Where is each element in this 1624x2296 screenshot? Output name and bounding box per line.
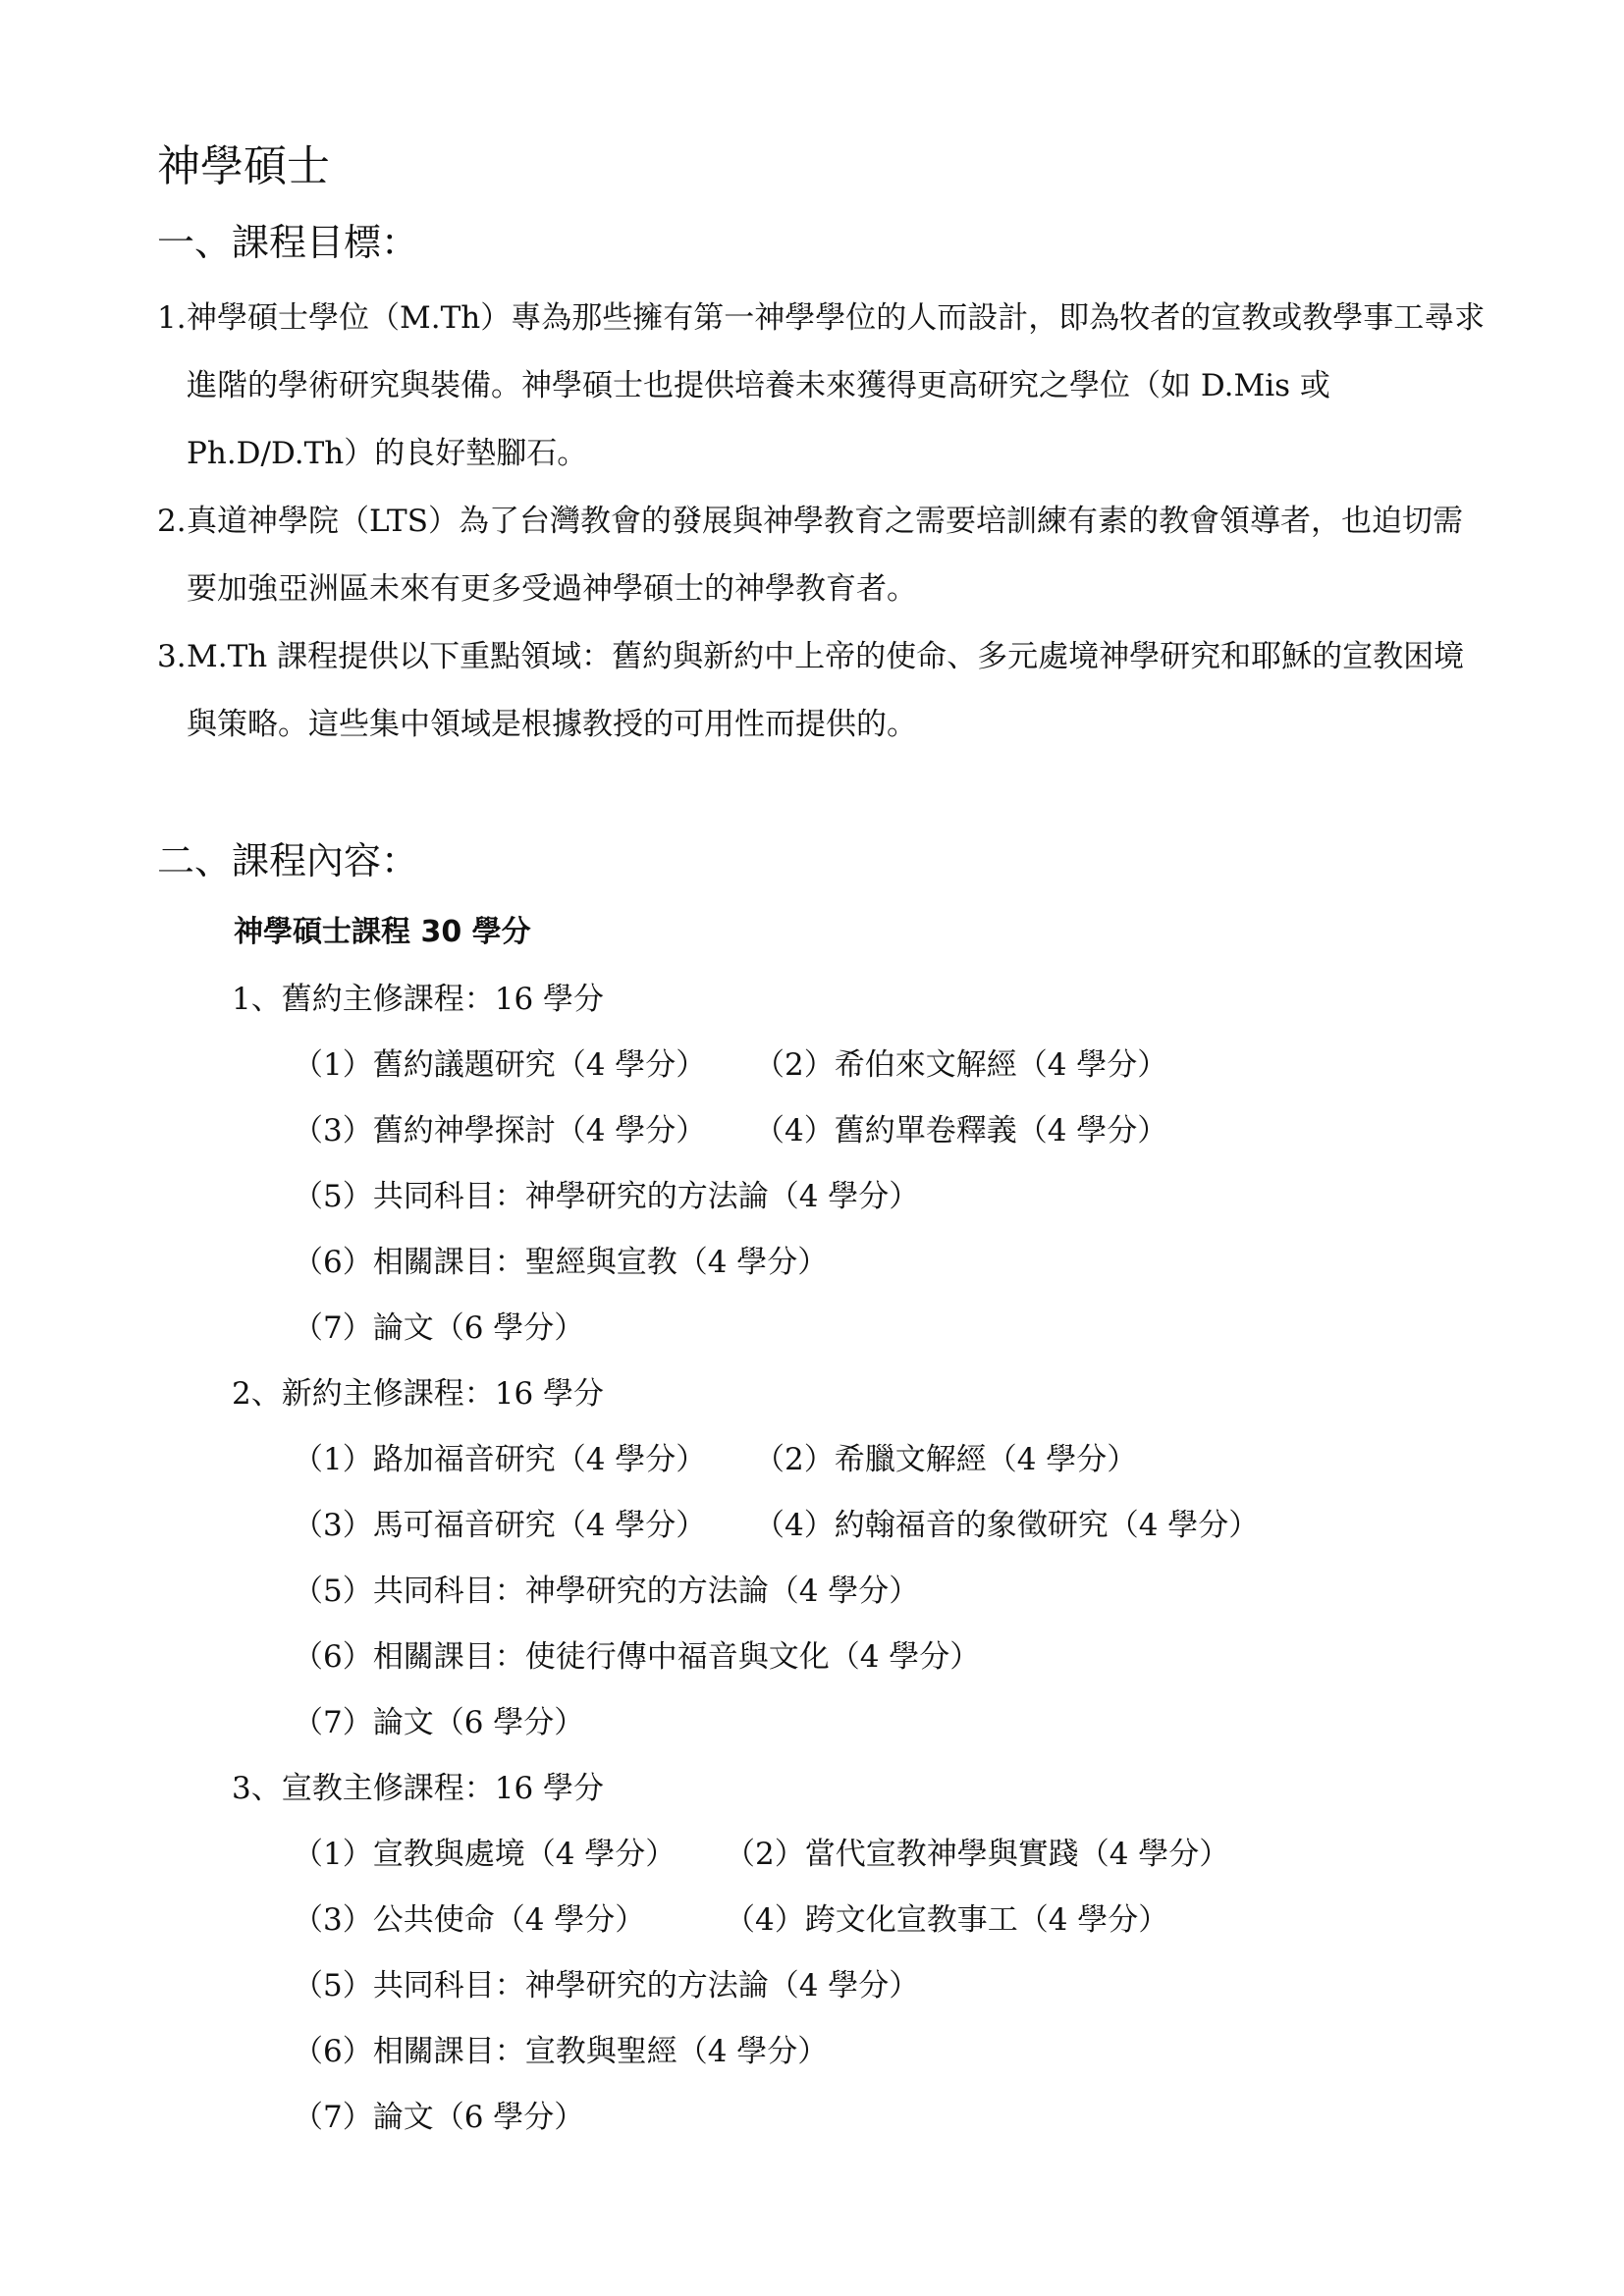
course-item: （2）當代宣教神學與實踐（4 學分）	[725, 1837, 1230, 1872]
goal-text: 神學碩士學位（M.Th）專為那些擁有第一神學學位的人而設計，即為牧者的宣教或教學事工尋求進階的學術研究與裝備。神學碩士也提供培養未來獲得更高研究之學位（如 D.Mis 或 Ph.D/D.Th）的良好墊腳石。	[187, 300, 1486, 471]
goal-number: 2.	[157, 504, 187, 539]
course-row	[293, 2085, 604, 2151]
course-item: （5）共同科目：神學研究的方法論（4 學分）	[293, 1574, 920, 1609]
major-old-testament	[232, 967, 1168, 1362]
course-item: （5）共同科目：神學研究的方法論（4 學分）	[293, 1968, 920, 2003]
course-item: （1）宣教與處境（4 學分）	[293, 1837, 677, 1872]
goal-number: 3.	[157, 639, 187, 674]
course-item: （4）約翰福音的象徵研究（4 學分）	[754, 1508, 1260, 1543]
course-row	[293, 1888, 1169, 1953]
course-row	[293, 1953, 920, 2019]
course-row	[293, 2019, 829, 2085]
course-row	[293, 1427, 1138, 1493]
course-row	[293, 1033, 1168, 1098]
course-item: （2）希伯來文解經（4 學分）	[754, 1047, 1168, 1083]
course-item: （7）論文（6 學分）	[293, 1310, 585, 1346]
course-item: （6）相關課目：聖經與宣教（4 學分）	[293, 1245, 829, 1280]
course-row	[293, 1625, 981, 1690]
course-item: （6）相關課目：宣教與聖經（4 學分）	[293, 2034, 829, 2069]
goal-item	[157, 285, 1492, 488]
course-item: （4）舊約單卷釋義（4 學分）	[754, 1113, 1168, 1148]
program-title: 神學碩士課程 30 學分	[234, 915, 531, 949]
major-missions	[232, 1756, 1230, 2151]
course-item: （3）舊約神學探討（4 學分）	[293, 1113, 707, 1148]
goal-text: 真道神學院（LTS）為了台灣教會的發展與神學教育之需要培訓練有素的教會領導者，也迫切需要加強亞洲區未來有更多受過神學碩士的神學教育者。	[187, 504, 1463, 607]
course-row	[293, 1296, 604, 1362]
course-item: （3）公共使命（4 學分）	[293, 1902, 646, 1938]
course-row	[293, 1164, 920, 1230]
course-item: （3）馬可福音研究（4 學分）	[293, 1508, 707, 1543]
course-row	[293, 1098, 1168, 1164]
goals-list	[157, 285, 1492, 759]
course-row	[293, 1822, 1230, 1888]
major-new-testament	[232, 1362, 1260, 1756]
course-row	[293, 1230, 829, 1296]
goal-number: 1.	[157, 300, 187, 336]
goal-text: M.Th 課程提供以下重點領域：舊約與新約中上帝的使命、多元處境神學研究和耶穌的宣教困境與策略。這些集中領域是根據教授的可用性而提供的。	[187, 639, 1465, 742]
major-heading: 3、宣教主修課程：16 學分	[232, 1771, 605, 1806]
course-item: （4）跨文化宣教事工（4 學分）	[725, 1902, 1169, 1938]
content-heading: 二、課程內容：	[157, 839, 419, 882]
goal-item	[157, 488, 1492, 623]
course-item: （1）舊約議題研究（4 學分）	[293, 1047, 707, 1083]
course-row	[293, 1690, 604, 1756]
major-heading: 1、舊約主修課程：16 學分	[232, 982, 605, 1017]
course-item: （6）相關課目：使徒行傳中福音與文化（4 學分）	[293, 1639, 981, 1675]
course-row	[293, 1493, 1260, 1559]
course-item: （7）論文（6 學分）	[293, 1705, 585, 1740]
course-item: （7）論文（6 學分）	[293, 2100, 585, 2135]
course-row	[293, 1559, 920, 1625]
goal-item	[157, 623, 1492, 759]
goals-heading: 一、課程目標：	[157, 221, 419, 264]
major-heading: 2、新約主修課程：16 學分	[232, 1376, 605, 1412]
course-item: （5）共同科目：神學研究的方法論（4 學分）	[293, 1179, 920, 1214]
course-item: （1）路加福音研究（4 學分）	[293, 1442, 707, 1477]
page-title: 神學碩士	[157, 141, 330, 191]
course-item: （2）希臘文解經（4 學分）	[754, 1442, 1138, 1477]
